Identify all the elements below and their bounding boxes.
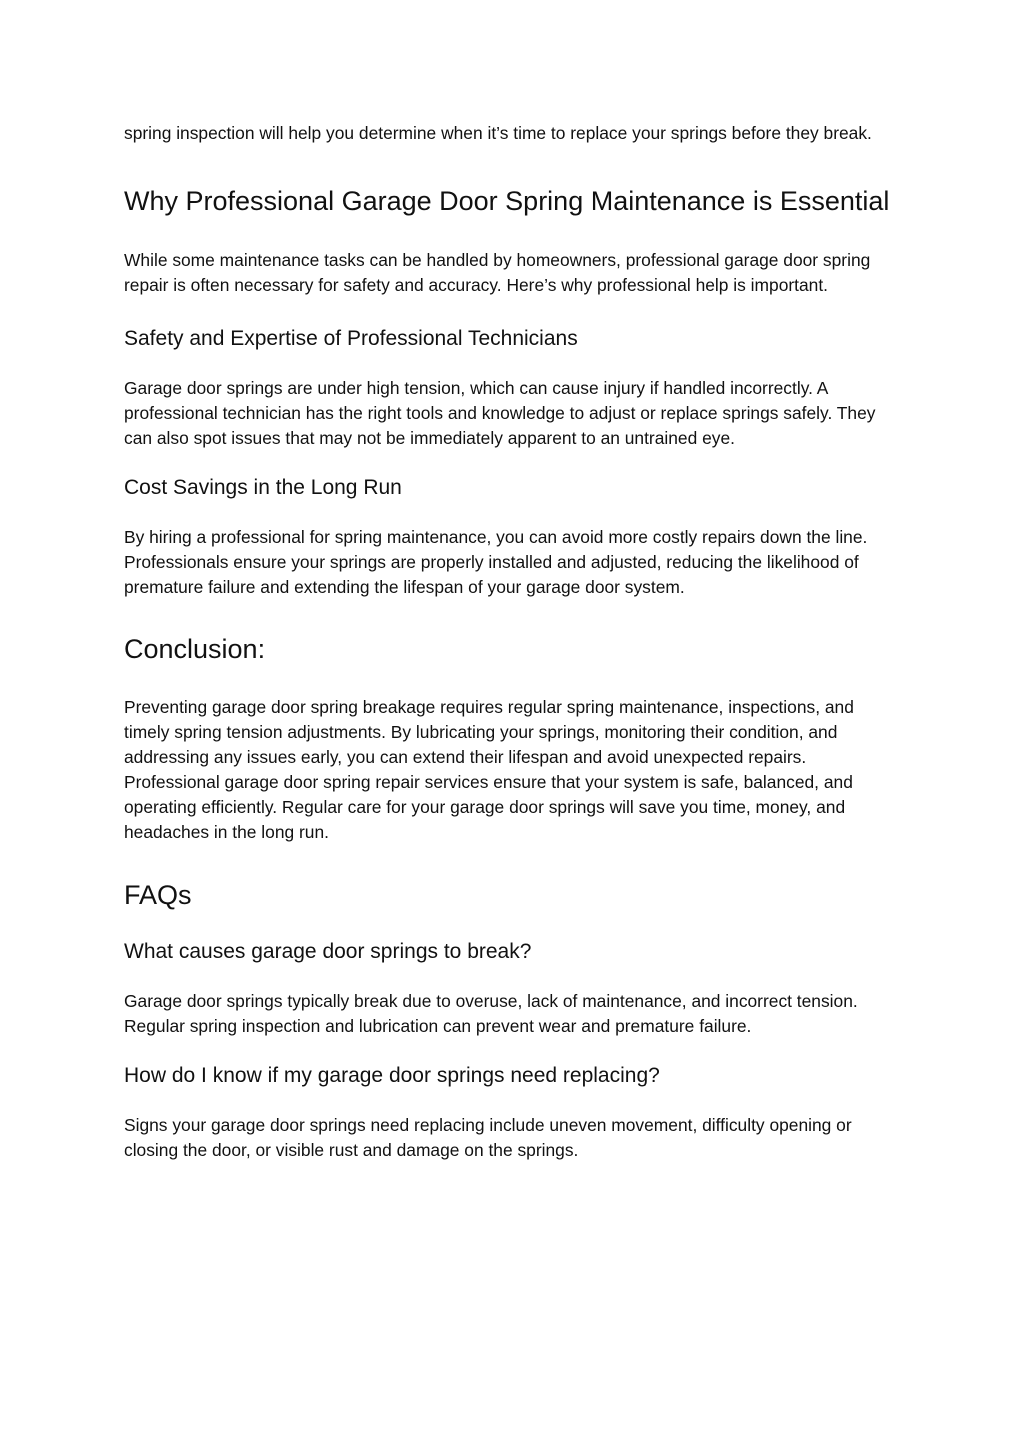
- faq-question: What causes garage door springs to break?: [124, 940, 532, 963]
- paragraph-cost-savings: By hiring a professional for spring maintenance, you can avoid more costly repairs down the line. Professionals ensure your springs are properly installed and adjusted, reducing the likelihood of premature failure and extending the lifespan of your garage door system.: [124, 527, 868, 597]
- heading-cost-savings: Cost Savings in the Long Run: [124, 476, 402, 499]
- faq-question: How do I know if my garage door springs need replacing?: [124, 1064, 660, 1087]
- faq-answer: Signs your garage door springs need replacing include uneven movement, difficulty opening or closing the door, or visible rust and damage on the springs.: [124, 1115, 852, 1160]
- paragraph-conclusion: Preventing garage door spring breakage requires regular spring maintenance, inspections, and timely spring tension adjustments. By lubricating your springs, monitoring their condition, and addressing any issues early, you can extend their lifespan and avoid unexpected repairs. Professional garage door spring repair services ensure that your system is safe, balanced, and operating efficiently. Regular care for your garage door springs will save you time, money, and headaches in the long run.: [124, 697, 854, 842]
- heading-faqs: FAQs: [124, 880, 192, 910]
- faq-answer: Garage door springs typically break due to overuse, lack of maintenance, and incorrect tension. Regular spring inspection and lubrication can prevent wear and premature failure.: [124, 991, 858, 1036]
- heading-safety-expertise: Safety and Expertise of Professional Technicians: [124, 327, 578, 350]
- intro-paragraph: spring inspection will help you determine when it’s time to replace your springs before they break.: [124, 123, 872, 143]
- document-page: [124, 121, 904, 1163]
- paragraph-safety-expertise: Garage door springs are under high tension, which can cause injury if handled incorrectly. A professional technician has the right tools and knowledge to adjust or replace springs safely. They can also spot issues that may not be immediately apparent to an untrained eye.: [124, 378, 876, 448]
- paragraph-why-professional: While some maintenance tasks can be handled by homeowners, professional garage door spring repair is often necessary for safety and accuracy. Here’s why professional help is important.: [124, 250, 871, 295]
- heading-conclusion: Conclusion:: [124, 634, 266, 664]
- heading-why-professional: Why Professional Garage Door Spring Maintenance is Essential: [124, 186, 890, 216]
